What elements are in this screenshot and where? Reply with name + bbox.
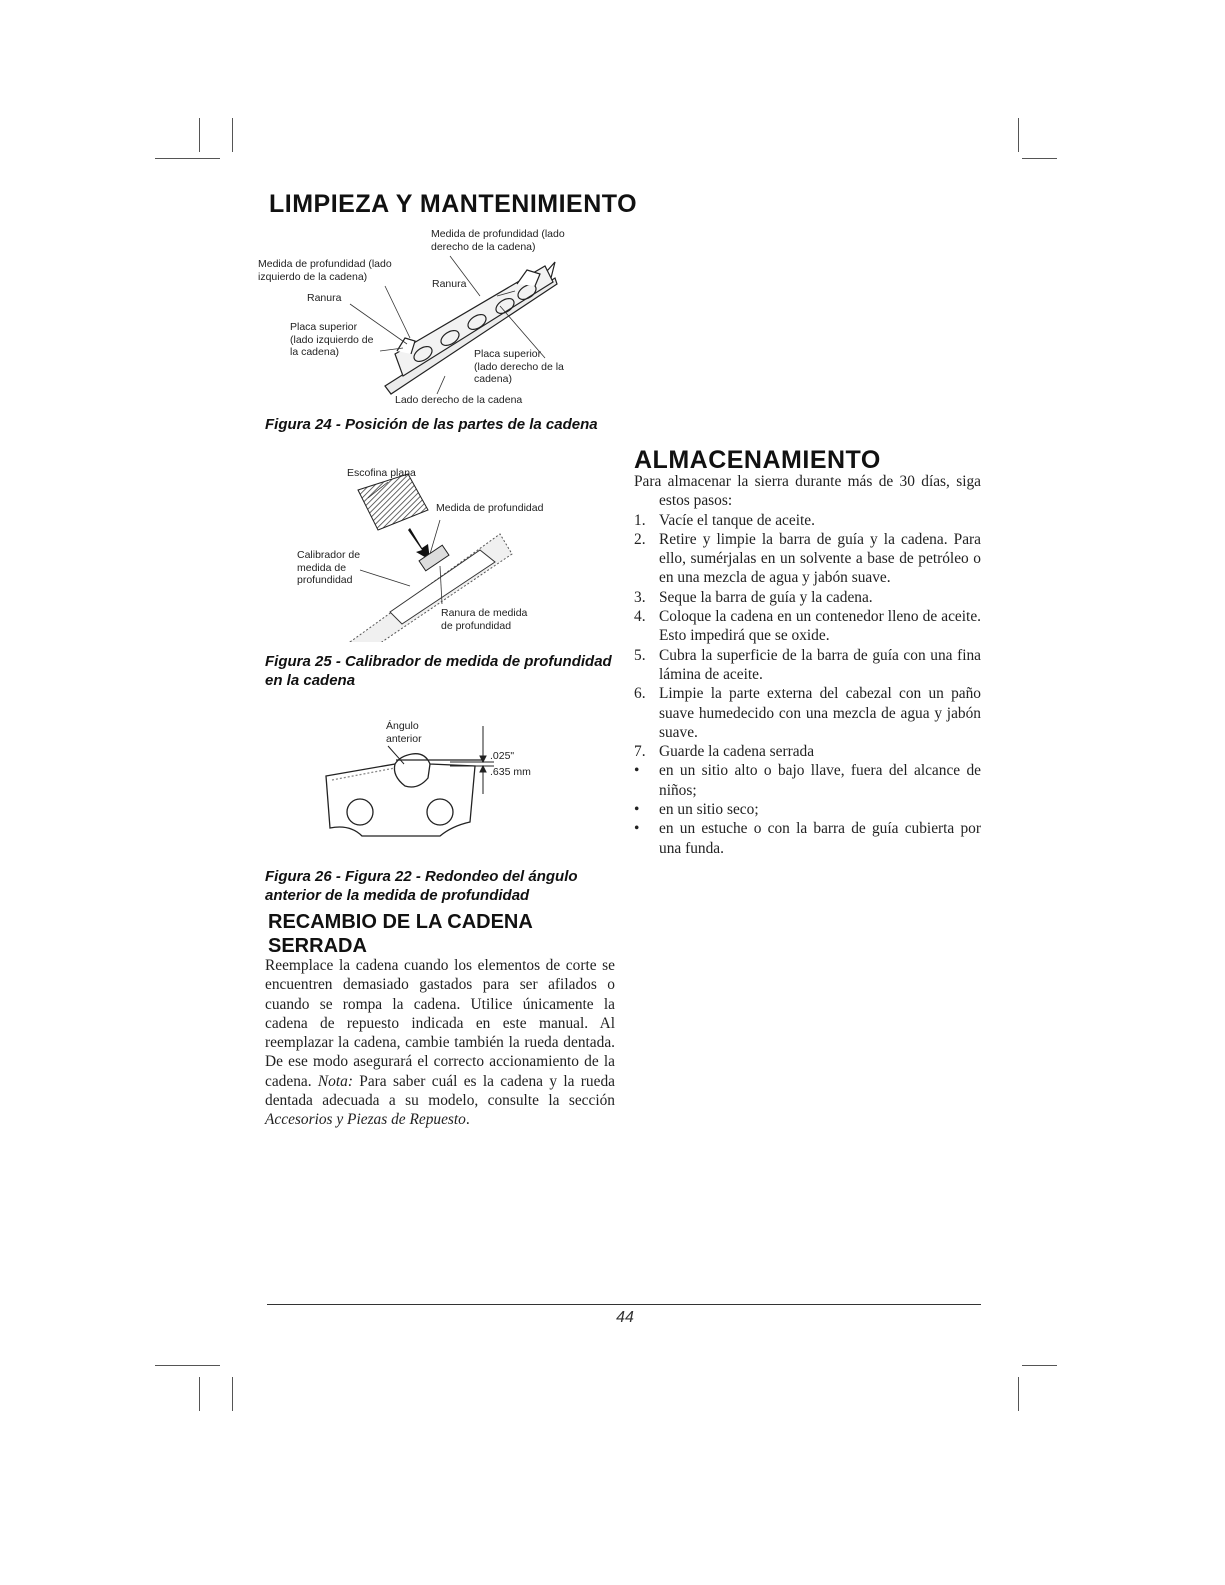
label-angle: Ángulo anterior — [386, 720, 422, 745]
section-heading-storage: ALMACENAMIENTO — [634, 446, 881, 474]
label-inch: .025" — [490, 750, 515, 762]
storage-intro: Para almacenar la sierra durante más de 30 días, siga estos pasos: — [634, 473, 981, 510]
label-right-side: Lado derecho de la cadena — [395, 394, 523, 406]
step-text: Limpie la parte externa del cabezal con un paño suave humedecido con una mezcla de agua y jabón suave. — [659, 685, 981, 741]
figure-24-caption: Figura 24 - Posición de las partes de la cadena — [265, 416, 598, 433]
step-number: 1. — [634, 511, 646, 529]
bullet-mark: • — [634, 762, 640, 780]
figure-26 — [300, 716, 580, 844]
replacement-paragraph — [265, 956, 615, 1130]
step-number: 4. — [634, 608, 646, 626]
figure-25-caption: Figura 25 - Calibrador de medida de profundidad en la cadena — [265, 653, 612, 689]
step-text: Retire y limpie la barra de guía y la cadena. Para ello, sumérjalas en un solvente a base de petróleo o en una mezcla de agua y jabón suave. — [659, 530, 981, 587]
list-item — [634, 742, 981, 761]
bullet-item — [634, 819, 981, 858]
list-item — [634, 646, 981, 685]
figure-25 — [290, 462, 580, 642]
step-number: 3. — [634, 588, 646, 606]
step-text: Guarde la cadena serrada — [659, 743, 815, 761]
page-number: 44 — [616, 1309, 634, 1326]
list-item — [634, 684, 981, 742]
label-plate-right: Placa superior (lado derecho de la cadena) — [474, 348, 564, 385]
replacement-text-1: Reemplace la cadena cuando los elementos de corte se encuentren demasiado gastados para ser afilados o cuando se rompa la cadena. Utilice únicamente la cadena de repuesto indicada en este manual. Al reemplazar la cadena, cambie también la rueda dentada. De ese modo asegurará el correcto accionamiento de la cadena. — [265, 957, 615, 1090]
cutter-right — [517, 270, 540, 286]
crop-mark — [1022, 1365, 1057, 1366]
label-ranura-left: Ranura — [307, 292, 342, 304]
storage-steps — [634, 511, 981, 762]
storage-bullets — [634, 761, 981, 857]
label-depth: Medida de profundidad — [436, 502, 544, 514]
crop-mark — [199, 118, 200, 152]
label-slot: Ranura de medida de profundidad — [441, 607, 528, 632]
crop-mark — [155, 158, 220, 159]
step-text: Vacíe el tanque de aceite. — [659, 511, 815, 529]
section-heading-replacement: RECAMBIO DE LA CADENA SERRADA — [268, 911, 533, 957]
replacement-text-end: . — [465, 1111, 470, 1129]
crop-mark — [232, 118, 233, 152]
bullet-text: en un sitio alto o bajo llave, fuera del alcance de niños; — [659, 762, 981, 799]
crop-mark — [155, 1365, 220, 1366]
bullet-mark: • — [634, 820, 640, 838]
bullet-item — [634, 800, 981, 819]
crop-mark — [199, 1377, 200, 1411]
page-title: LIMPIEZA Y MANTENIMIENTO — [269, 190, 638, 218]
footer-rule — [267, 1304, 981, 1305]
crop-mark — [232, 1377, 233, 1411]
figure-26-caption: Figura 26 - Figura 22 - Redondeo del ángulo anterior de la medida de profundidad — [265, 868, 578, 904]
label-ranura-right: Ranura — [432, 278, 467, 290]
list-item — [634, 607, 981, 646]
label-gauge: Calibrador de medida de profundidad — [297, 549, 361, 586]
figure-24 — [258, 226, 615, 410]
replacement-text-2: Para saber cuál es la cadena y la rueda dentada adecuada a su modelo, consulte la sección — [265, 1072, 615, 1110]
label-file: Escofina plana — [347, 467, 416, 479]
note-label: Nota: — [317, 1072, 353, 1090]
label-depth-left: Medida de profundidad (lado izquierdo de la cadena) — [258, 258, 392, 283]
bullet-mark: • — [634, 801, 640, 819]
bullet-item — [634, 761, 981, 800]
step-number: 2. — [634, 530, 646, 548]
depth-gauge-profile-drawing — [300, 716, 580, 844]
step-number: 5. — [634, 646, 646, 664]
crop-mark — [1022, 158, 1057, 159]
label-mm: .635 mm — [490, 766, 531, 778]
storage-column — [634, 472, 981, 858]
step-text: Cubra la superficie de la barra de guía con una fina lámina de aceite. — [659, 646, 981, 683]
step-number: 6. — [634, 685, 646, 703]
label-depth-right: Medida de profundidad (lado derecho de la cadena) — [431, 228, 565, 253]
step-number: 7. — [634, 743, 646, 761]
bullet-text: en un sitio seco; — [659, 801, 759, 819]
crop-mark — [1018, 1377, 1019, 1411]
step-text: Coloque la cadena en un contenedor lleno de aceite. Esto impedirá que se oxide. — [659, 608, 981, 645]
step-text: Seque la barra de guía y la cadena. — [659, 588, 873, 606]
section-reference: Accesorios y Piezas de Repuesto — [265, 1111, 466, 1129]
list-item — [634, 588, 981, 607]
crop-mark — [1018, 118, 1019, 152]
list-item — [634, 530, 981, 588]
label-plate-left: Placa superior (lado izquierdo de la cadena) — [290, 321, 374, 358]
flat-file — [358, 474, 428, 530]
bullet-text: en un estuche o con la barra de guía cubierta por una funda. — [659, 820, 981, 857]
list-item — [634, 511, 981, 530]
